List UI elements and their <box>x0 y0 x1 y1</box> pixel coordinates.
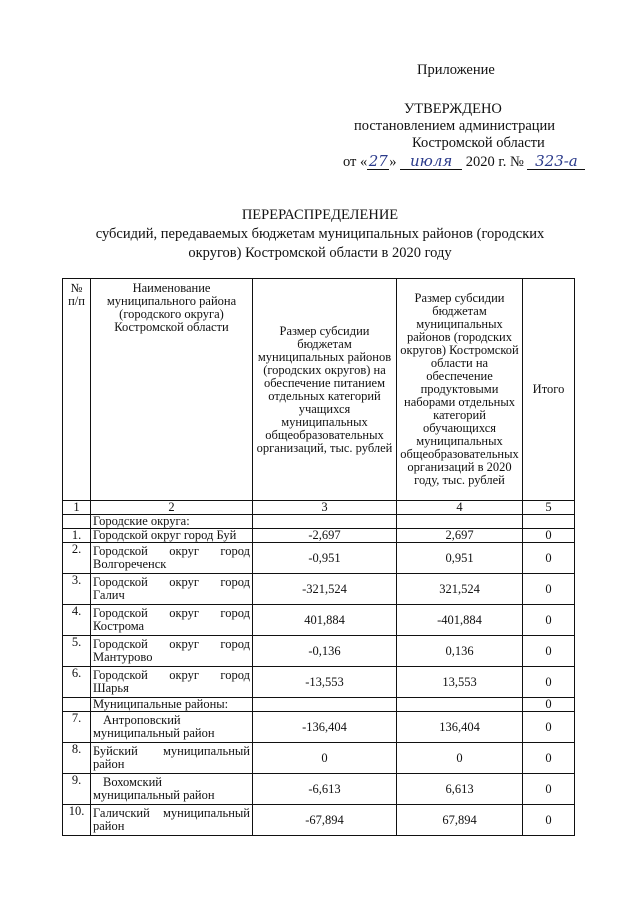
row-total: 0 <box>523 712 575 743</box>
row-food-sets-subsidy: 0 <box>397 743 523 774</box>
row-number: 1. <box>63 529 91 543</box>
row-total: 0 <box>523 667 575 698</box>
row-food-subsidy: -13,553 <box>253 667 397 698</box>
row-name <box>91 605 253 636</box>
row-name <box>91 805 253 836</box>
colnum-2: 2 <box>91 501 253 515</box>
row-name-line1: Вохомский <box>103 775 162 789</box>
row-number: 7. <box>63 712 91 743</box>
row-name-line2: район <box>93 819 125 833</box>
row-food-sets-subsidy: 0,136 <box>397 636 523 667</box>
colnum-row <box>63 501 575 515</box>
date-mid: » <box>389 154 397 170</box>
appendix-label: Приложение <box>417 62 495 78</box>
row-name-line2: район <box>93 757 125 771</box>
doc-number: 323-а <box>527 154 585 170</box>
row-total: 0 <box>523 605 575 636</box>
row-name <box>91 743 253 774</box>
table-row <box>63 774 575 805</box>
row-food-sets-subsidy: 136,404 <box>397 712 523 743</box>
row-food-sets-subsidy: 67,894 <box>397 805 523 836</box>
row-name <box>91 774 253 805</box>
section-urban-label: Городские округа: <box>91 515 253 529</box>
header-food-subsidy: Размер субсидии бюджетам муниципальных районов (городских округов) на обеспечение питанием отдельных категорий учащихся муниципальных общеобразовательных организаций, тыс. рублей <box>253 279 397 501</box>
row-food-sets-subsidy: 321,524 <box>397 574 523 605</box>
row-name-line1: Буйский муниципальный <box>93 744 250 758</box>
row-name <box>91 712 253 743</box>
row-number: 3. <box>63 574 91 605</box>
header-name: Наименование муниципального района (городского округа) Костромской области <box>91 279 253 501</box>
row-number: 4. <box>63 605 91 636</box>
row-name-line2: муниципальный район <box>93 788 215 802</box>
row-food-sets-subsidy: -401,884 <box>397 605 523 636</box>
row-total: 0 <box>523 774 575 805</box>
table-row <box>63 636 575 667</box>
subsidy-table <box>62 278 575 836</box>
table-row <box>63 529 575 543</box>
row-food-subsidy: -2,697 <box>253 529 397 543</box>
date-month: июля <box>400 154 462 170</box>
table-row <box>63 805 575 836</box>
row-name-line1: Галичский муниципальный <box>93 806 250 820</box>
row-name <box>91 574 253 605</box>
row-total: 0 <box>523 743 575 774</box>
colnum-3: 3 <box>253 501 397 515</box>
row-name-line2: Кострома <box>93 619 145 633</box>
row-number: 8. <box>63 743 91 774</box>
approved-label: УТВЕРЖДЕНО <box>404 101 502 117</box>
approved-region: Костромской области <box>412 135 545 151</box>
section-districts-total: 0 <box>523 698 575 712</box>
row-food-subsidy: -0,951 <box>253 543 397 574</box>
doc-title: ПЕРЕРАСПРЕДЕЛЕНИЕ <box>241 207 399 223</box>
date-year: 2020 г. № <box>465 154 524 170</box>
row-name-line1: Городской округ город <box>93 637 250 651</box>
row-name-line2: муниципальный район <box>93 726 215 740</box>
row-name <box>91 543 253 574</box>
row-name-line2: Шарья <box>93 681 129 695</box>
approval-date-line <box>343 154 585 171</box>
row-name-line1: Городской округ город <box>93 668 250 682</box>
table-row <box>63 712 575 743</box>
row-number: 2. <box>63 543 91 574</box>
row-total: 0 <box>523 529 575 543</box>
row-total: 0 <box>523 636 575 667</box>
row-food-subsidy: -136,404 <box>253 712 397 743</box>
row-food-subsidy: -6,613 <box>253 774 397 805</box>
row-food-subsidy: 401,884 <box>253 605 397 636</box>
row-name-line1: Городской округ город <box>93 575 250 589</box>
date-prefix: от « <box>343 154 368 170</box>
row-food-subsidy: -0,136 <box>253 636 397 667</box>
section-urban <box>63 515 575 529</box>
row-food-subsidy: -321,524 <box>253 574 397 605</box>
header-row <box>63 279 575 501</box>
approved-by: постановлением администрации <box>354 118 556 134</box>
row-total: 0 <box>523 543 575 574</box>
row-name-line1: Городской округ город <box>93 606 250 620</box>
header-number: № п/п <box>63 279 91 501</box>
row-name-line2: Мантурово <box>93 650 153 664</box>
row-food-sets-subsidy: 13,553 <box>397 667 523 698</box>
colnum-4: 4 <box>397 501 523 515</box>
table-row <box>63 543 575 574</box>
row-number: 10. <box>63 805 91 836</box>
table-row <box>63 743 575 774</box>
row-name <box>91 636 253 667</box>
row-total: 0 <box>523 574 575 605</box>
row-food-sets-subsidy: 0,951 <box>397 543 523 574</box>
colnum-1: 1 <box>63 501 91 515</box>
row-name-line1: Антроповский <box>103 713 181 727</box>
section-districts <box>63 698 575 712</box>
row-name-line2: Галич <box>93 588 125 602</box>
row-food-sets-subsidy: 6,613 <box>397 774 523 805</box>
row-name: Городской округ город Буй <box>91 529 253 543</box>
row-food-subsidy: -67,894 <box>253 805 397 836</box>
table-row <box>63 574 575 605</box>
row-food-subsidy: 0 <box>253 743 397 774</box>
colnum-5: 5 <box>523 501 575 515</box>
header-food-sets-subsidy: Размер субсидии бюджетам муниципальных районов (городских округов) Костромской области на обеспечение продуктовыми наборами отдельных категорий обучающихся муниципальных общеобразовательных организаций в 2020 году, тыс. рублей <box>397 279 523 501</box>
row-name <box>91 667 253 698</box>
date-day: 27 <box>368 152 388 170</box>
row-name-line2: Волгореченск <box>93 557 167 571</box>
table-row <box>63 667 575 698</box>
header-total: Итого <box>523 279 575 501</box>
row-number: 6. <box>63 667 91 698</box>
row-total: 0 <box>523 805 575 836</box>
section-districts-label: Муниципальные районы: <box>91 698 253 712</box>
row-food-sets-subsidy: 2,697 <box>397 529 523 543</box>
doc-subtitle-2: округов) Костромской области в 2020 году <box>188 245 452 261</box>
doc-subtitle-1: субсидий, передаваемых бюджетам муниципальных районов (городских <box>95 226 545 242</box>
row-name-line1: Городской округ город <box>93 544 250 558</box>
table-row <box>63 605 575 636</box>
row-number: 9. <box>63 774 91 805</box>
row-number: 5. <box>63 636 91 667</box>
